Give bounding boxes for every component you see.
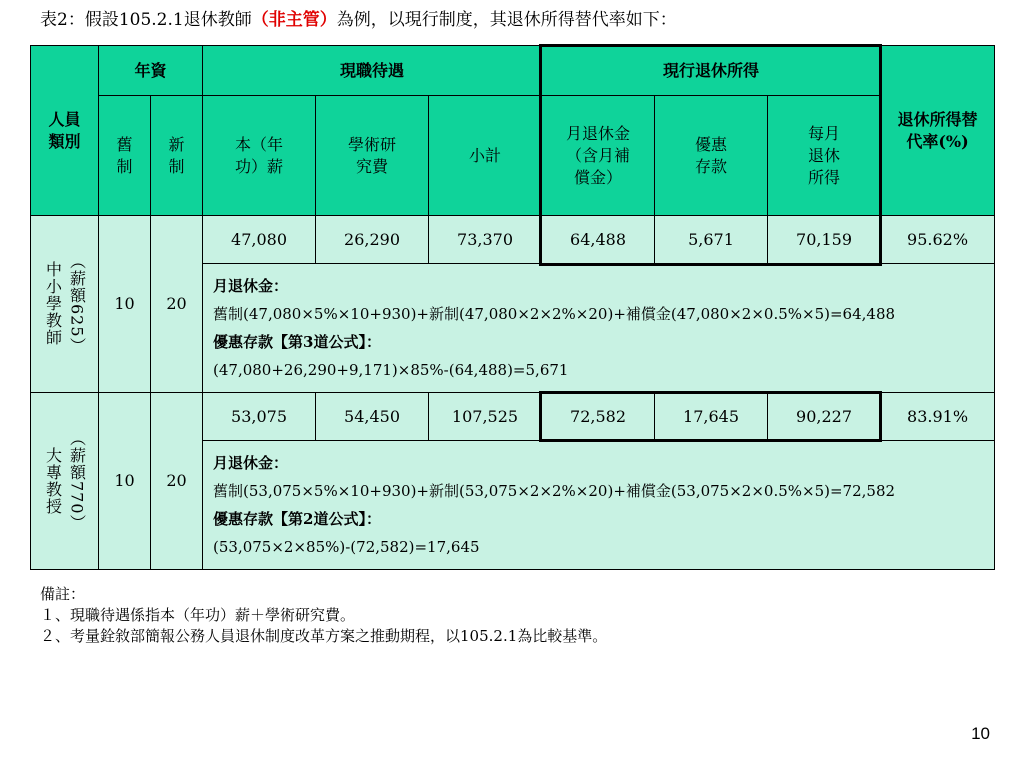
row1-preferential: 5,671 [655,216,768,264]
notes [40,584,607,647]
notes-title: 備註： [40,585,86,603]
row1-formula-line2: (47,080+26,290+9,171)×85%-(64,488)=5,671 [213,361,569,379]
row2-new: 20 [151,393,203,570]
row2-rate: 83.91% [881,393,995,441]
header-monthly-pension: 月退休金（含月補償金） [542,96,655,216]
header-preferential: 優惠存款 [655,96,768,216]
row2-old: 10 [99,393,151,570]
row1-formula-line1: 舊制(47,080×5%×10+930)+新制(47,080×2×2%×20)+補償金(47,080×2×0.5%×5)=64,488 [213,305,896,323]
row2-formula-line2: (53,075×2×85%)-(72,582)=17,645 [213,538,480,556]
header-subtotal: 小計 [429,96,542,216]
row2-subtotal: 107,525 [429,393,542,441]
header-current-pay: 現職待遇 [203,46,542,96]
header-monthly-total: 每月退休所得 [768,96,881,216]
row1-monthly-total: 70,159 [768,216,881,264]
header-academic: 學術研究費 [316,96,429,216]
row1-formula [203,264,995,393]
row1-rate: 95.62% [881,216,995,264]
row1-new: 20 [151,216,203,393]
row1-academic: 26,290 [316,216,429,264]
caption-suffix: 為例，以現行制度，其退休所得替代率如下： [336,10,677,30]
header-replacement-rate: 退休所得替代率(%) [881,46,995,216]
row2-name-main: 大專教授 [43,446,63,515]
row1-name-main: 中小學教師 [43,261,63,347]
row2-academic: 54,450 [316,393,429,441]
row2-formula-label2: 優惠存款【第2道公式】： [213,510,381,528]
header-current-retire: 現行退休所得 [542,46,881,96]
caption-highlight: （非主管） [251,10,337,30]
row2-monthly-pension: 72,582 [542,393,655,441]
row2-name-sub: （薪額770） [67,430,87,532]
row1-category [31,216,99,393]
header-base-salary: 本（年功）薪 [203,96,316,216]
row2-formula-line1: 舊制(53,075×5%×10+930)+新制(53,075×2×2%×20)+補償金(53,075×2×0.5%×5)=72,582 [213,482,896,500]
row1-name-sub: （薪額625） [67,253,87,355]
row1-base-salary: 47,080 [203,216,316,264]
row2-monthly-total: 90,227 [768,393,881,441]
header-seniority: 年資 [99,46,203,96]
row2-formula-label1: 月退休金： [213,454,289,472]
page-number: 10 [971,724,990,743]
notes-item-2: ２、考量銓敘部簡報公務人員退休制度改革方案之推動期程，以105.2.1為比較基準。 [40,627,608,645]
retirement-table [30,45,995,570]
row1-old: 10 [99,216,151,393]
row1-formula-label2: 優惠存款【第3道公式】： [213,333,381,351]
header-old: 舊制 [99,96,151,216]
header-new: 新制 [151,96,203,216]
row1-subtotal: 73,370 [429,216,542,264]
table-caption [40,8,677,32]
row1-monthly-pension: 64,488 [542,216,655,264]
row2-base-salary: 53,075 [203,393,316,441]
row1-formula-label1: 月退休金： [213,277,289,295]
notes-item-1: １、現職待遇係指本（年功）薪＋學術研究費。 [40,606,356,624]
row2-category [31,393,99,570]
row2-formula [203,441,995,570]
header-category: 人員類別 [31,46,99,216]
row2-preferential: 17,645 [655,393,768,441]
caption-prefix: 表2：假設105.2.1退休教師 [40,10,252,30]
